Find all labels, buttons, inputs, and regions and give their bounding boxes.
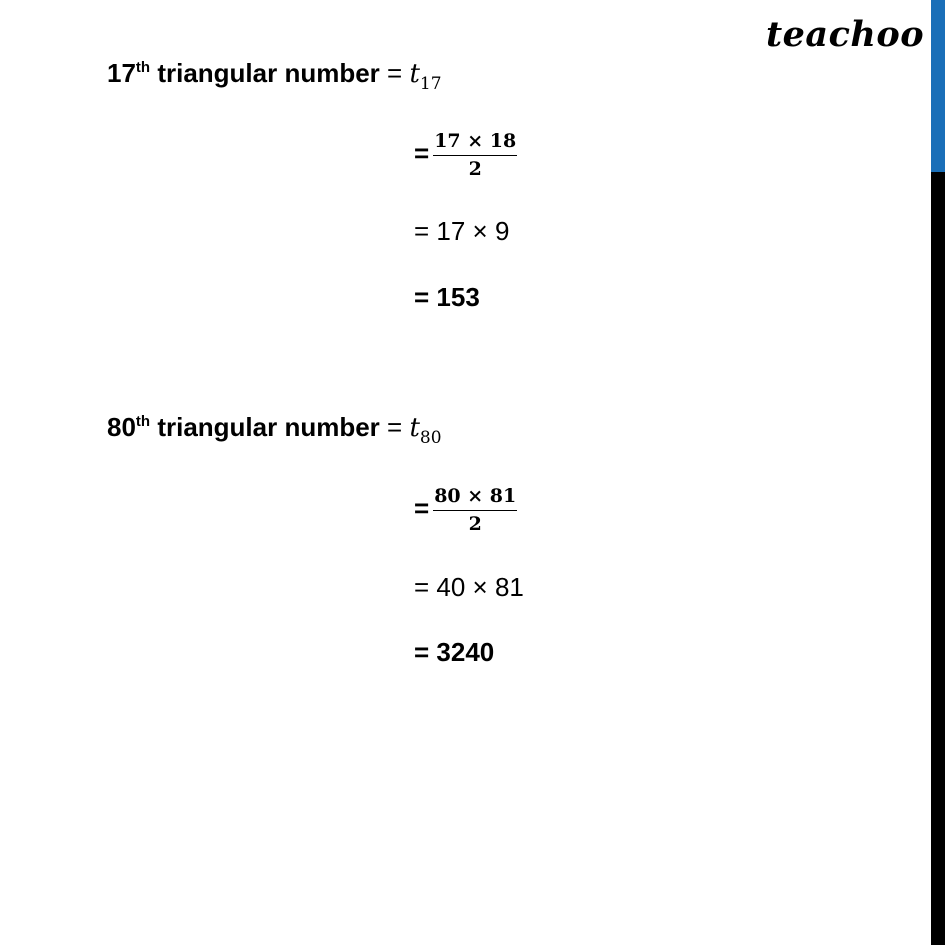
fraction-denominator: 2 <box>468 158 482 180</box>
math-subscript: 80 <box>419 428 442 448</box>
heading-17th-triangular-number <box>107 58 442 99</box>
math-symbol: t <box>409 413 420 443</box>
fraction-line <box>414 485 517 535</box>
fraction-numerator: 80 × 81 <box>433 485 517 511</box>
ordinal-suffix: th <box>135 413 151 430</box>
fraction-numerator: 17 × 18 <box>433 130 517 156</box>
step-line: = 40 × 81 <box>414 572 524 602</box>
ordinal: 17 <box>107 58 136 88</box>
result-line: = 3240 <box>414 637 495 667</box>
math-subscript: 17 <box>419 74 442 94</box>
heading-label: triangular number <box>150 58 380 88</box>
fraction-equals: = <box>414 492 430 523</box>
ordinal-suffix: th <box>135 59 151 76</box>
ordinal: 80 <box>107 412 136 442</box>
step-line: = 17 × 9 <box>414 216 510 246</box>
right-edge-accent <box>931 0 945 172</box>
equals-sign: = <box>387 412 403 442</box>
fraction-denominator: 2 <box>468 513 482 535</box>
fraction-equals: = <box>414 137 430 168</box>
teachoo-logo: teachoo <box>766 14 925 55</box>
heading-80th-triangular-number <box>107 412 442 453</box>
fraction <box>433 130 517 180</box>
equals-sign: = <box>387 58 403 88</box>
math-symbol: t <box>409 59 420 89</box>
fraction <box>433 485 517 535</box>
fraction-line <box>414 130 517 180</box>
result-line: = 153 <box>414 282 480 312</box>
heading-label: triangular number <box>150 412 380 442</box>
